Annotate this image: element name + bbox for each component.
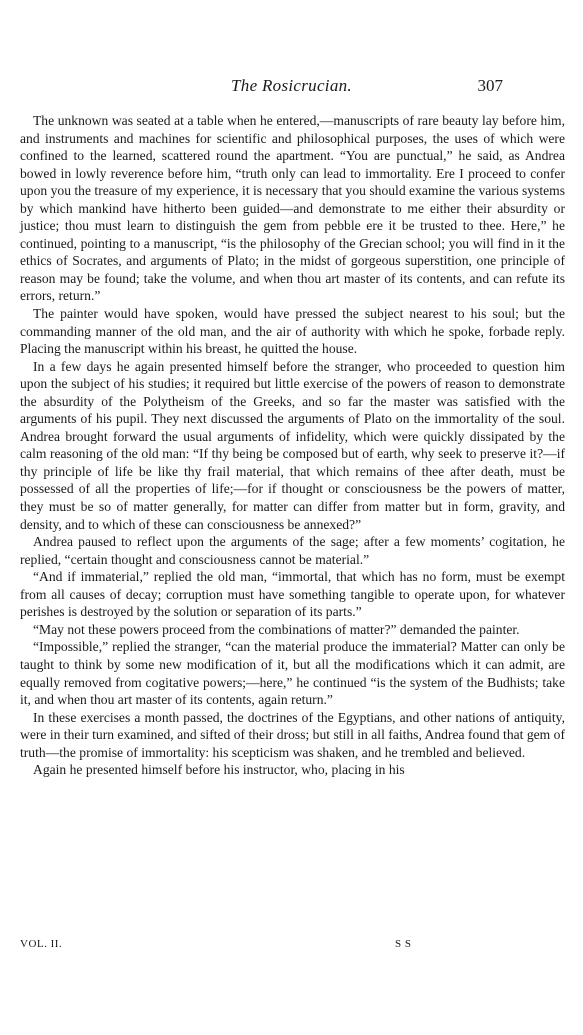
paragraph: Again he presented himself before his instructor, who, placing in his	[33, 762, 405, 778]
paragraph: “And if immaterial,” replied the old man, “immortal, that which has no form, must be exempt from all causes of decay; corruption must have something tangible to operate upon, for whatever perishes is destroyed by the solution or separation of its parts.”	[20, 569, 565, 620]
paragraph: “May not these powers proceed from the combinations of matter?” demanded the painter.	[33, 621, 520, 637]
paragraph: Andrea paused to reflect upon the arguments of the sage; after a few moments’ cogitation, he replied, “certain thought and consciousness cannot be material.”	[20, 534, 565, 567]
signature-mark: S S	[395, 938, 412, 950]
paragraph: In these exercises a month passed, the doctrines of the Egyptians, and other nations of antiquity, were in their turn examined, and sifted of their dross; but still in all faiths, Andrea found that gem of truth—the promise of immortality: his scepticism was shaken, and he trembled and believed.	[20, 709, 565, 760]
paragraph: “Impossible,” replied the stranger, “can the material produce the immaterial? Matter can only be taught to think by some new modification of it, but all the modifications which it can admit, are equally removed from cogitative powers;—here,” he continued “is the system of the Budhists; take it, and when thou art master of its contents, again return.”	[20, 639, 565, 708]
running-head	[0, 76, 583, 100]
paragraph: The painter would have spoken, would have pressed the subject nearest to his soul; but the commanding manner of the old man, and the air of authority with which he spoke, forbade reply. Placing the manuscript within his breast, he quitted the house.	[20, 306, 565, 357]
paragraph: In a few days he again presented himself before the stranger, who proceeded to question him upon the subject of his studies; it required but little exercise of the powers of reason to demonstrate the absurdity of the Polytheism of the Greeks, and so far the master was satisfied with the arguments of his pupil. They next discussed the arguments of Plato on the immortality of the soul. Andrea brought forward the usual arguments of infidelity, which were quickly dissipated by the calm reasoning of the old man: “If thy being be composed but of earth, why seek to preserve it?—if thy principle of life be like thy frail material, that which remains of thee after death, must be possessed of all the properties of life;—for if thought or consciousness be the powers of matter, they must be so of matter generally, for matter can differ from matter but in form, gravity, and density, and to which of these can consciousness be annexed?”	[20, 358, 565, 532]
page-footer	[20, 938, 565, 954]
running-title: The Rosicrucian.	[231, 76, 352, 95]
body-text	[20, 112, 565, 779]
volume-mark: VOL. II.	[20, 938, 63, 950]
paragraph: The unknown was seated at a table when he entered,—manuscripts of rare beauty lay before him, and instruments and machines for scientific and philosophical purposes, the uses of which were confined to the learned, scattered round the apartment. “You are punctual,” he said, as Andrea bowed in lowly reverence before him, “truth only can lead to immortality. Ere I proceed to confer upon you the treasure of my experience, it is necessary that you should examine the various systems by which mankind have hitherto been guided—and demonstrate to me either their absurdity or justice; thou must learn to distinguish the gem from pebble ere it be trusted to thee. Here,” he continued, pointing to a manuscript, “is the philosophy of the Grecian school; you will find in it the ethics of Socrates, and arguments of Plato; in the midst of gorgeous superstition, one principle of reason may be found; take the volume, and when thou art master of its contents, and can refute its errors, return.”	[20, 113, 565, 304]
page-number: 307	[477, 76, 503, 95]
